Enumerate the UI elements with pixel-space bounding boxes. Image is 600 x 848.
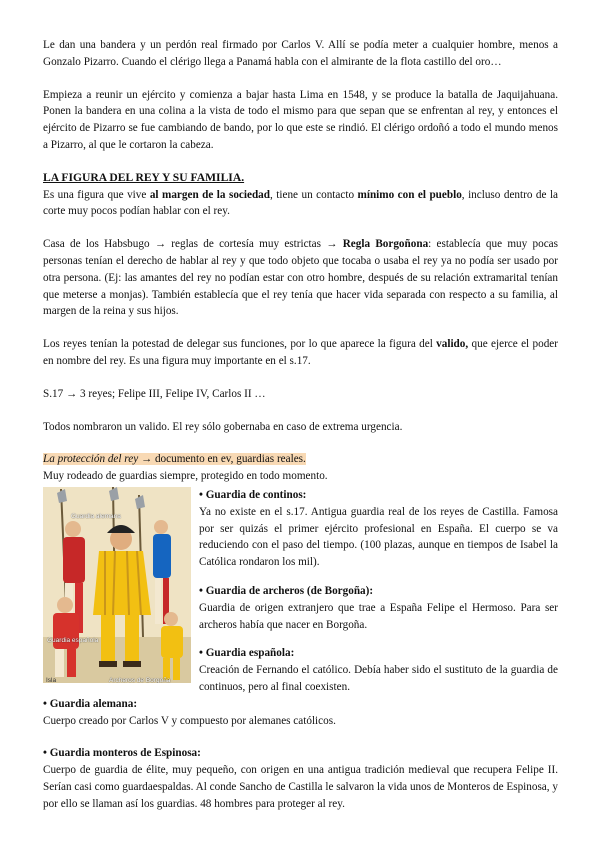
text-segment: , tiene un contacto (270, 188, 358, 201)
guard-title: • Guardia de archeros (de Borgoña): (199, 584, 374, 597)
paragraph-reyes-s17: S.17 → 3 reyes; Felipe III, Felipe IV, Carlos II … (43, 387, 266, 400)
paragraph-valido (43, 336, 558, 370)
guard-title: • Guardia de continos: (199, 488, 307, 501)
guard-description: Creación de Fernando el católico. Debía haber sido el sustituto de la guardia de continuos, pero al final coexisten. (199, 664, 558, 693)
guard-description: Ya no existe en el s.17. Antigua guardia real de los reyes de Castilla. Famosa por ser quizás el primer ejército profesional en España. El cuerpo se va reduciendo con el paso del tiempo. (100 plazas, aunque en tiempos de Isabel la Católica rondaron los mil). (199, 505, 558, 569)
paragraph-figura-rey (43, 187, 558, 221)
text-segment: , incluso dentro de la corte muy pocos podían hablar con el rey. (43, 188, 559, 218)
caption-corner: Isla (46, 676, 57, 683)
text-segment: : establecía que muy pocas personas tenían el derecho de hablar al rey y que todo objeto que tocaba o usaba el rey ya no podía ser usado por otra persona. (Ej: las amantes del rey no podían estar con otro hombre, después de su relación extramarital tenían que meterse a monjas). También establecía que el rey tenía que hacer vida separada con respecto a su familia, al margen de la reina y sus hijos. (43, 238, 558, 318)
paragraph-nombraron-valido: Todos nombraron un valido. El rey sólo gobernaba en caso de extrema urgencia. (43, 420, 403, 433)
bold-segment: al margen de la sociedad (149, 188, 270, 201)
bold-segment: valido, (436, 338, 469, 351)
text-segment: Es una figura que vive (43, 188, 150, 201)
caption-guardia-espanola: Guardia española (47, 636, 99, 644)
bold-segment: Regla Borgoñona (342, 238, 429, 251)
italic-segment: La protección del rey (43, 453, 139, 466)
guards-section (43, 487, 558, 696)
guard-description: Guardia de origen extranjero que trae a España Felipe el Hermoso. Para ser archeros había que nacer en Borgoña. (199, 601, 558, 631)
text-segment: → documento en ev, guardias reales. (138, 453, 306, 466)
paragraph-regla-borgonona (43, 236, 558, 320)
page-content (43, 37, 558, 812)
guard-description: Cuerpo creado por Carlos V y compuesto por alemanes católicos. (43, 714, 336, 727)
bold-segment: mínimo con el pueblo (357, 188, 462, 201)
paragraph-jaquijahuana: Empieza a reunir un ejército y comienza a bajar hasta Lima en 1548, y se produce la batalla de Jaquijahuana. Ponen la bandera en una colina a la vista de todo el mismo para que sepan que se enfrentan al rey, y entonces el ejército de Pizarro se fue cambiando de bando, por lo que este se rindió. El clérigo ordoñó a todo el mundo menos a Pizarro, al que le cortaron la cabeza. (43, 88, 558, 151)
text-segment: que ejerce el poder en nombre del rey. Es una figura muy importante en el s.17. (43, 338, 558, 367)
text-segment: Casa de los Habsbugo → reglas de cortesía muy estrictas → (43, 238, 343, 251)
guard-title: • Guardia española: (199, 647, 295, 660)
caption-guardia-alemana: Guardia alemana (71, 512, 121, 520)
paragraph-rodeado-guardias: Muy rodeado de guardias siempre, protegido en todo momento. (43, 470, 328, 483)
highlighted-text (43, 453, 306, 465)
text-segment: Los reyes tenían la potestad de delegar sus funciones, por lo que aparece la figura del (43, 338, 437, 351)
guard-description: Cuerpo de guardia de élite, muy pequeño, con origen en una antigua tradición medieval que recupera Felipe II. Serían casi como guardaespaldas. Al conde Sancho de Castilla le salvaron la vida unos de Monteros de Espinosa, y por ello se llaman así los guardias. 48 hombres para proteger al rey. (43, 764, 558, 810)
paragraph-perdon-real: Le dan una bandera y un perdón real firmado por Carlos V. Allí se podía meter a cualquier hombre, menos a Gonzalo Pizarro. Cuando el clérigo llega a Panamá habla con el almirante de la flota castillo del oro… (43, 39, 558, 68)
guard-title: • Guardia monteros de Espinosa: (43, 747, 201, 760)
section-heading: LA FIGURA DEL REY Y SU FAMILIA. (43, 170, 245, 184)
guards-illustration (43, 487, 191, 683)
guard-title: • Guardia alemana: (43, 697, 138, 710)
guards-list-column (199, 487, 558, 696)
paragraph-proteccion-rey (43, 451, 558, 468)
caption-archeros-borgona: Archeros de Borgoña (109, 676, 171, 683)
